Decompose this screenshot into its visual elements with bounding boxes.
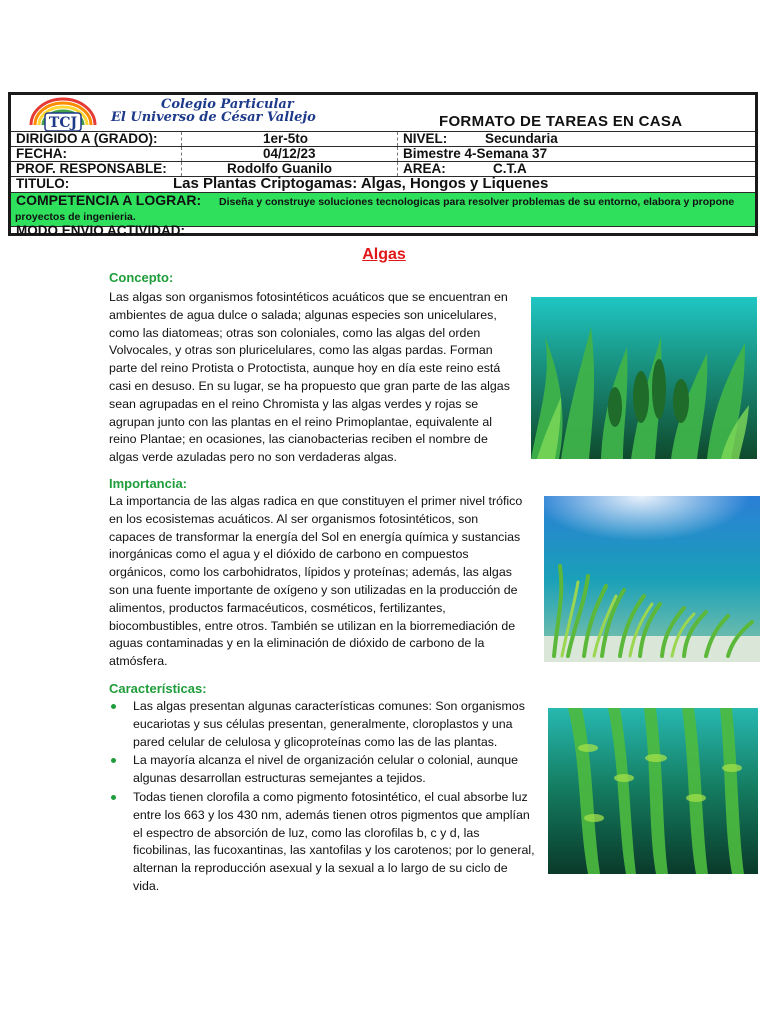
underwater-algae-meadow-image — [531, 297, 757, 459]
form-title: FORMATO DE TAREAS EN CASA — [439, 113, 683, 130]
concepto-paragraph: Las algas son organismos fotosintéticos acuáticos que se encuentran en ambientes de agua dulce o salada; algunas especies son unicelulares, como las diatomeas; otras son coloniales, como las algas del orden Volvocales, y otras son pluricelulares, como las algas pardas. Forman parte del reino Protista o Protoctista, aunque hoy en día este reino está casi en desuso. En su lugar, se ha propuesto que gran parte de las algas sean agrupadas en el reino Chromista y las algas verdes y rojas se agrupan junto con las plantas en el reino Primoplantae, equivalente al reino Plantae; en ocasiones, las cianobacterias reciben el nombre de algas verde azuladas pero no son verdaderas algas. — [109, 290, 510, 465]
nivel-value: Secundaria — [485, 131, 558, 146]
divider — [181, 147, 182, 161]
kelp-forest-image — [548, 708, 758, 874]
area-label: AREA: — [403, 161, 446, 176]
row-competencia — [11, 192, 755, 226]
school-name-line1: Colegio Particular — [161, 97, 294, 112]
fecha-value: 04/12/23 — [263, 146, 316, 161]
list-item-text: Todas tienen clorofila a como pigmento fotosintético, el cual absorbe luz entre los 663 y los 430 nm, además tienen otros pigmentos que amplían el espectro de absorción de luz, como las clorofilas b, c y d, las ficobilinas, las fucoxantinas, las xantofilas y los carotenos; por lo general, alternan la reproducción asexual y la sexual a lo largo de su ciclo de vida. — [133, 789, 535, 893]
page-title: Algas — [362, 246, 406, 263]
importancia-heading: Importancia: — [109, 476, 188, 491]
area-value: C.T.A — [493, 161, 527, 176]
row-modo-envio — [11, 223, 755, 238]
bullet-icon — [111, 795, 116, 800]
task-header-form — [8, 92, 758, 236]
row-dirigido — [11, 131, 755, 146]
seagrass-sunlight-image — [544, 496, 760, 662]
school-rainbow-logo — [23, 95, 103, 131]
titulo-value: Las Plantas Criptogamas: Algas, Hongos y Liquenes — [173, 175, 549, 192]
competencia-value: Diseña y construye soluciones tecnologicas para resolver problemas de su entorno, elabora y propone proyectos de ingenieria. — [15, 196, 735, 223]
bullet-icon — [111, 758, 116, 763]
list-item-text: Las algas presentan algunas características comunes: Son organismos eucariotas y sus células presentan, generalmente, cloroplastos y una pared celular de celulosa y glicoproteínas como las de las plantas. — [133, 699, 525, 749]
row-titulo — [11, 176, 755, 192]
divider — [181, 162, 182, 176]
svg-text:TCJ: TCJ — [48, 115, 78, 131]
list-item — [109, 752, 537, 788]
row-profesor — [11, 161, 755, 176]
divider — [397, 162, 398, 176]
nivel-label: NIVEL: — [403, 131, 448, 146]
prof-value: Rodolfo Guanilo — [227, 161, 332, 176]
divider — [397, 132, 398, 146]
modo-envio-label: MODO ENVIO ACTIVIDAD: — [16, 223, 186, 238]
competencia-label: COMPETENCIA A LOGRAR: — [16, 192, 202, 208]
bimestre-value: Bimestre 4-Semana 37 — [403, 146, 548, 161]
school-name-line2: El Universo de César Vallejo — [111, 110, 316, 125]
dirigido-value: 1er-5to — [263, 131, 309, 146]
caracteristicas-heading: Características: — [109, 681, 207, 696]
divider — [181, 132, 182, 146]
concepto-heading: Concepto: — [109, 270, 174, 285]
bullet-icon — [111, 704, 116, 709]
dirigido-label: DIRIGIDO A (GRADO): — [16, 131, 158, 146]
list-item — [109, 789, 537, 896]
caracteristicas-list — [109, 698, 537, 897]
titulo-label: TITULO: — [16, 176, 70, 191]
prof-label: PROF. RESPONSABLE: — [16, 161, 167, 176]
list-item-text: La mayoría alcanza el nivel de organización celular o colonial, aunque algunas desarrollan estructuras semejantes a tejidos. — [133, 753, 519, 786]
list-item — [109, 698, 537, 751]
importancia-paragraph: La importancia de las algas radica en que constituyen el primer nivel trófico en los ecosistemas acuáticos. Al ser organismos fotosintéticos, son capaces de transformar la energía del Sol en energía química y sustancias inorgánicas como el agua y el dióxido de carbono en compuestos orgánicos, como los carbohidratos, lípidos y proteínas; además, las algas son una fuente importante de oxígeno y son utilizadas en la producción de alimentos, productos farmacéuticos, cosméticos, fertilizantes, biocombustibles, entre otros. También se utilizan en la biorremediación de aguas contaminadas y en la eliminación de dióxido de carbono de la atmósfera. — [109, 494, 523, 669]
divider — [397, 147, 398, 161]
fecha-label: FECHA: — [16, 146, 67, 161]
row-fecha — [11, 146, 755, 161]
